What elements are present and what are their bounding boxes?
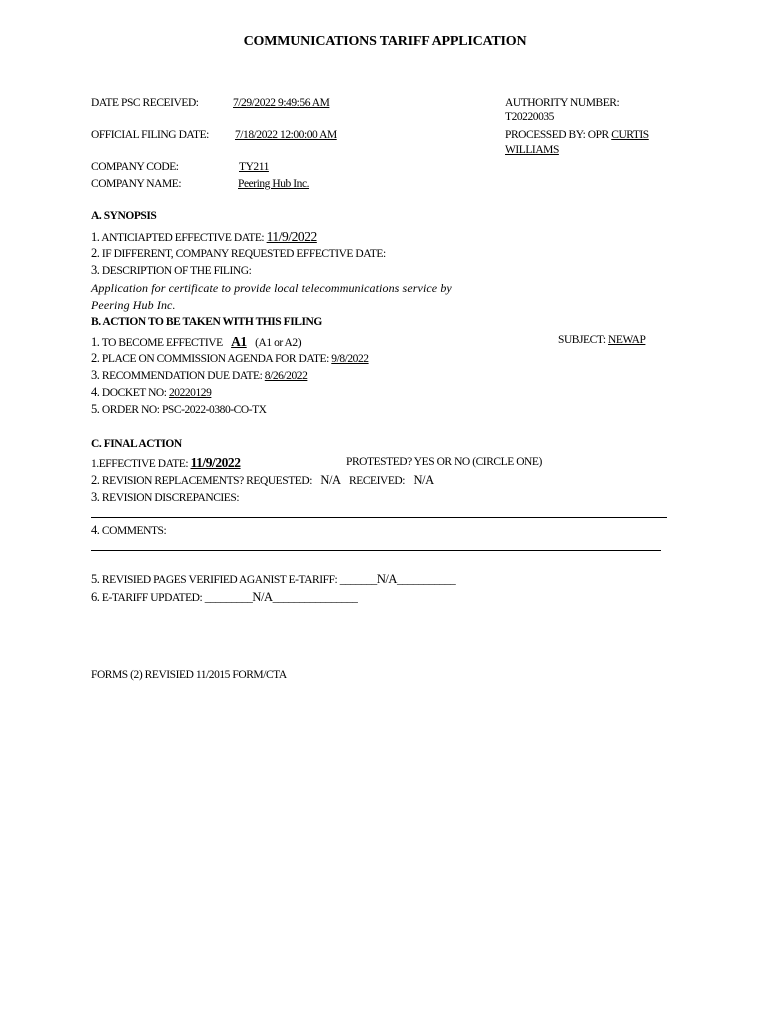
item-number: 4.: [91, 385, 100, 399]
description-line-1: Application for certificate to provide local telecommunications service by: [91, 281, 452, 295]
section-a-item-3: [91, 263, 251, 278]
section-c-item-4: [91, 523, 166, 538]
item-number: 3.: [91, 368, 100, 382]
subject-value: NEWAP: [608, 334, 646, 346]
anticipated-effective-date-value: 11/9/2022: [266, 229, 317, 244]
section-c-item-5: [91, 572, 455, 587]
agenda-date-value: 9/8/2022: [331, 353, 369, 365]
docket-no-label: DOCKET NO:: [101, 387, 167, 399]
section-b-item-4: [91, 385, 211, 400]
revision-requested-value: N/A: [320, 473, 341, 487]
recommendation-due-date-label: RECOMMENDATION DUE DATE:: [101, 370, 263, 382]
processed-by-first-name: CURTIS: [611, 129, 649, 141]
comments-label: COMMENTS:: [101, 525, 167, 537]
official-filing-date-value: 7/18/2022 12:00:00 AM: [235, 129, 337, 141]
to-become-effective-options: (A1 or A2): [255, 337, 302, 349]
item-number: 6.: [91, 590, 100, 604]
item-number: 3.: [91, 263, 100, 277]
item-number: 4.: [91, 523, 100, 537]
section-a-heading: A. SYNOPSIS: [91, 210, 157, 222]
section-c-item-6: [91, 590, 357, 605]
company-code-label: COMPANY CODE:: [91, 161, 179, 173]
section-a-item-2: [91, 246, 386, 261]
revision-replacements-label: REVISION REPLACEMENTS? REQUESTED:: [101, 475, 312, 487]
e-tariff-updated-label: E-TARIFF UPDATED: _________: [101, 592, 253, 604]
form-title: COMMUNICATIONS TARIFF APPLICATION: [243, 34, 527, 49]
protested-label: PROTESTED? YES OR NO (CIRCLE ONE): [346, 456, 542, 468]
authority-number-value: T20220035: [505, 111, 554, 123]
order-no-value: PSC-2022-0380-CO-TX: [161, 404, 267, 416]
docket-no-value: 20220129: [168, 387, 212, 399]
item-number: 1.: [91, 335, 100, 349]
section-b-item-2: [91, 351, 369, 366]
requested-effective-date-label: IF DIFFERENT, COMPANY REQUESTED EFFECTIVE DATE:: [101, 248, 386, 260]
description-line-2: Peering Hub Inc.: [91, 298, 176, 312]
e-tariff-updated-value: N/A: [252, 590, 273, 604]
date-psc-received-value: 7/29/2022 9:49:56 AM: [233, 97, 330, 109]
section-c-item-1: [91, 455, 241, 471]
item-number: 2.: [91, 246, 100, 260]
order-no-label: ORDER NO:: [101, 404, 160, 416]
discrepancies-line: [91, 517, 667, 518]
company-code-value: TY211: [239, 161, 269, 173]
item-number: 2.: [91, 473, 100, 487]
anticipated-effective-date-label: ANTICIAPTED EFFECTIVE DATE:: [101, 232, 265, 244]
authority-number-label: AUTHORITY NUMBER:: [505, 97, 620, 109]
item-number: 5.: [91, 402, 100, 416]
recommendation-due-date-value: 8/26/2022: [264, 370, 308, 382]
section-b-item-3: [91, 368, 307, 383]
revision-received-label: RECEIVED:: [349, 475, 406, 487]
final-effective-date-label: 1.EFFECTIVE DATE:: [91, 458, 189, 470]
section-c-item-2: [91, 473, 434, 488]
form-footer: FORMS (2) REVISIED 11/2015 FORM/CTA: [91, 669, 287, 681]
company-name-value: Peering Hub Inc.: [238, 178, 310, 190]
section-b-heading: B. ACTION TO BE TAKEN WITH THIS FILING: [91, 316, 322, 328]
item-number: 5.: [91, 572, 100, 586]
item-number: 1.: [91, 230, 100, 244]
subject-label: SUBJECT:: [558, 334, 606, 346]
section-c-item-3: [91, 490, 239, 505]
subject: [558, 334, 645, 346]
section-b-item-1: [91, 334, 301, 350]
processed-by: [505, 129, 649, 141]
revision-received-value: N/A: [413, 473, 434, 487]
revised-pages-verified-value: N/A: [376, 572, 397, 586]
item-number: 2.: [91, 351, 100, 365]
section-c-heading: C. FINAL ACTION: [91, 438, 182, 450]
date-psc-received-label: DATE PSC RECEIVED:: [91, 97, 199, 109]
section-b-item-5: [91, 402, 267, 417]
item-number: 3.: [91, 490, 100, 504]
processed-by-last-name: WILLIAMS: [505, 144, 559, 156]
final-effective-date-value: 11/9/2022: [190, 455, 241, 470]
company-name-label: COMPANY NAME:: [91, 178, 182, 190]
official-filing-date-label: OFFICIAL FILING DATE:: [91, 129, 209, 141]
to-become-effective-value: A1: [231, 334, 247, 349]
to-become-effective-label: TO BECOME EFFECTIVE: [101, 337, 223, 349]
e-tariff-updated-tail: ________________: [272, 592, 358, 604]
description-label: DESCRIPTION OF THE FILING:: [101, 265, 252, 277]
section-a-item-1: [91, 229, 317, 245]
agenda-date-label: PLACE ON COMMISSION AGENDA FOR DATE:: [101, 353, 329, 365]
revised-pages-verified-label: REVISIED PAGES VERIFIED AGANIST E-TARIFF: _______: [101, 574, 377, 586]
revision-discrepancies-label: REVISION DISCREPANCIES:: [101, 492, 240, 504]
revised-pages-verified-tail: ___________: [397, 574, 456, 586]
comments-line: [91, 550, 661, 551]
processed-by-label: PROCESSED BY: OPR: [505, 129, 609, 141]
